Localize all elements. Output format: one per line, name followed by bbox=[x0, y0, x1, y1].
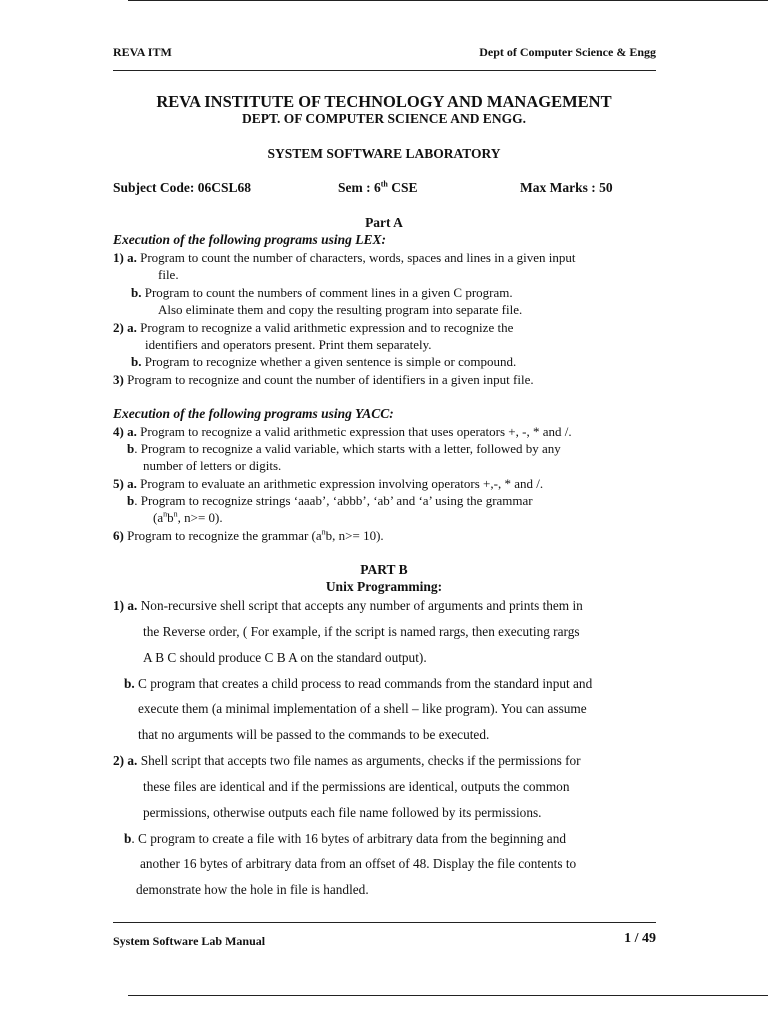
semester-suffix: CSE bbox=[387, 180, 418, 195]
lex-line bbox=[145, 337, 432, 353]
lex-heading: Execution of the following programs using LEX: bbox=[113, 232, 387, 247]
part-b-line bbox=[113, 598, 583, 614]
item-text: Program to recognize a valid arithmetic expression and to recognize the bbox=[136, 320, 514, 335]
grammar-pre: (a bbox=[153, 510, 164, 525]
part-a-title: Part A bbox=[365, 215, 403, 230]
item-label: b. bbox=[131, 285, 142, 300]
lex-line bbox=[131, 354, 516, 370]
bottom-rule bbox=[128, 995, 768, 996]
item-label: 1) a. bbox=[113, 598, 138, 613]
lex-line bbox=[113, 320, 513, 336]
yacc-line bbox=[113, 476, 543, 492]
item-text: number of letters or digits. bbox=[143, 458, 282, 473]
part-b-line bbox=[136, 882, 369, 898]
item-text: Program to recognize whether a given sentence is simple or compound. bbox=[141, 354, 517, 369]
item-text: permissions, otherwise outputs each file name followed by its permissions. bbox=[143, 805, 542, 820]
max-marks: Max Marks : 50 bbox=[520, 180, 613, 195]
item-text: . Program to recognize a valid variable, which starts with a letter, followed by any bbox=[134, 441, 561, 456]
part-b-line bbox=[138, 701, 587, 717]
item-text: Program to recognize and count the number of identifiers in a given input file. bbox=[123, 372, 534, 387]
item-label: 3) bbox=[113, 372, 124, 387]
lex-line bbox=[113, 250, 575, 266]
page-number: 1 / 49 bbox=[624, 931, 656, 946]
footer-left: System Software Lab Manual bbox=[113, 934, 266, 948]
item-text: that no arguments will be passed to the commands to be executed. bbox=[138, 727, 490, 742]
item-text: Program to evaluate an arithmetic expression involving operators +,-, * and /. bbox=[136, 476, 544, 491]
lab-title: SYSTEM SOFTWARE LABORATORY bbox=[267, 146, 501, 161]
yacc-line bbox=[127, 493, 533, 509]
item-text: Program to count the number of characters, words, spaces and lines in a given input bbox=[136, 250, 576, 265]
item-label: b bbox=[124, 831, 132, 846]
part-b-line bbox=[138, 727, 489, 743]
lex-line bbox=[158, 267, 179, 283]
item-text: demonstrate how the hole in file is handled. bbox=[136, 882, 369, 897]
semester-prefix: Sem : 6 bbox=[338, 180, 381, 195]
item-sup: n bbox=[321, 527, 326, 537]
header-right: Dept of Computer Science & Engg bbox=[479, 45, 656, 59]
item-text: . Program to recognize strings ‘aaab’, ‘abbb’, ‘ab’ and ‘a’ using the grammar bbox=[134, 493, 533, 508]
header-left: REVA ITM bbox=[113, 45, 172, 59]
header-rule bbox=[113, 70, 656, 71]
item-label: 2) a. bbox=[113, 753, 138, 768]
semester-sup: th bbox=[380, 179, 388, 189]
item-label: 2) a. bbox=[113, 320, 137, 335]
part-b-line bbox=[140, 856, 576, 872]
grammar-mid: b bbox=[167, 510, 174, 525]
yacc-line bbox=[113, 424, 572, 440]
item-text: file. bbox=[158, 267, 179, 282]
item-text: . C program to create a file with 16 bytes of arbitrary data from the beginning and bbox=[131, 831, 566, 846]
footer-rule bbox=[113, 922, 656, 923]
item-label: 1) a. bbox=[113, 250, 137, 265]
item-text: identifiers and operators present. Print them separately. bbox=[145, 337, 432, 352]
yacc-line bbox=[127, 441, 561, 457]
item-label: b bbox=[127, 493, 135, 508]
item-text: another 16 bytes of arbitrary data from an offset of 48. Display the file contents to bbox=[140, 856, 577, 871]
item-text: Program to count the numbers of comment lines in a given C program. bbox=[141, 285, 513, 300]
grammar-sup: n bbox=[163, 509, 168, 519]
dept-title: DEPT. OF COMPUTER SCIENCE AND ENGG. bbox=[242, 111, 526, 126]
part-b-title: PART B bbox=[360, 562, 408, 577]
institute-title: REVA INSTITUTE OF TECHNOLOGY AND MANAGEMENT bbox=[156, 92, 612, 111]
part-b-line bbox=[124, 831, 566, 847]
item-text: A B C should produce C B A on the standard output). bbox=[143, 650, 427, 665]
lex-line bbox=[113, 372, 534, 388]
item-text: Non-recursive shell script that accepts any number of arguments and prints them in bbox=[137, 598, 583, 613]
item-label: 5) a. bbox=[113, 476, 137, 491]
item-label: b. bbox=[131, 354, 142, 369]
part-b-line bbox=[143, 779, 569, 795]
item-text: C program that creates a child process to read commands from the standard input and bbox=[134, 676, 593, 691]
grammar-line bbox=[153, 510, 223, 526]
part-b-line bbox=[143, 624, 580, 640]
part-b-line bbox=[143, 650, 427, 666]
yacc-heading: Execution of the following programs using YACC: bbox=[113, 406, 394, 421]
item-6-line bbox=[113, 528, 384, 544]
item-label: b bbox=[127, 441, 135, 456]
lex-line bbox=[131, 285, 513, 301]
item-text: the Reverse order, ( For example, if the script is named rargs, then executing rargs bbox=[143, 624, 580, 639]
item-text: Shell script that accepts two file names as arguments, checks if the permissions for bbox=[137, 753, 581, 768]
item-text: Program to recognize the grammar (a bbox=[123, 528, 322, 543]
item-text: Also eliminate them and copy the resulting program into separate file. bbox=[158, 302, 523, 317]
part-b-subtitle: Unix Programming: bbox=[325, 579, 443, 594]
part-b-line bbox=[113, 753, 581, 769]
item-label: 6) bbox=[113, 528, 124, 543]
grammar-post: , n>= 0). bbox=[177, 510, 223, 525]
subject-code: Subject Code: 06CSL68 bbox=[113, 180, 252, 195]
semester bbox=[338, 180, 418, 196]
part-b-line bbox=[124, 676, 592, 692]
item-text: execute them (a minimal implementation of a shell – like program). You can assume bbox=[138, 701, 587, 716]
item-text: b, n>= 10). bbox=[325, 528, 384, 543]
item-label: b. bbox=[124, 676, 135, 691]
yacc-line bbox=[143, 458, 281, 474]
top-rule bbox=[128, 0, 768, 1]
grammar-sup: n bbox=[173, 509, 178, 519]
item-text: these files are identical and if the permissions are identical, outputs the common bbox=[143, 779, 570, 794]
item-text: Program to recognize a valid arithmetic expression that uses operators +, -, * and /. bbox=[136, 424, 572, 439]
item-label: 4) a. bbox=[113, 424, 137, 439]
part-b-line bbox=[143, 805, 541, 821]
lex-line bbox=[158, 302, 522, 318]
